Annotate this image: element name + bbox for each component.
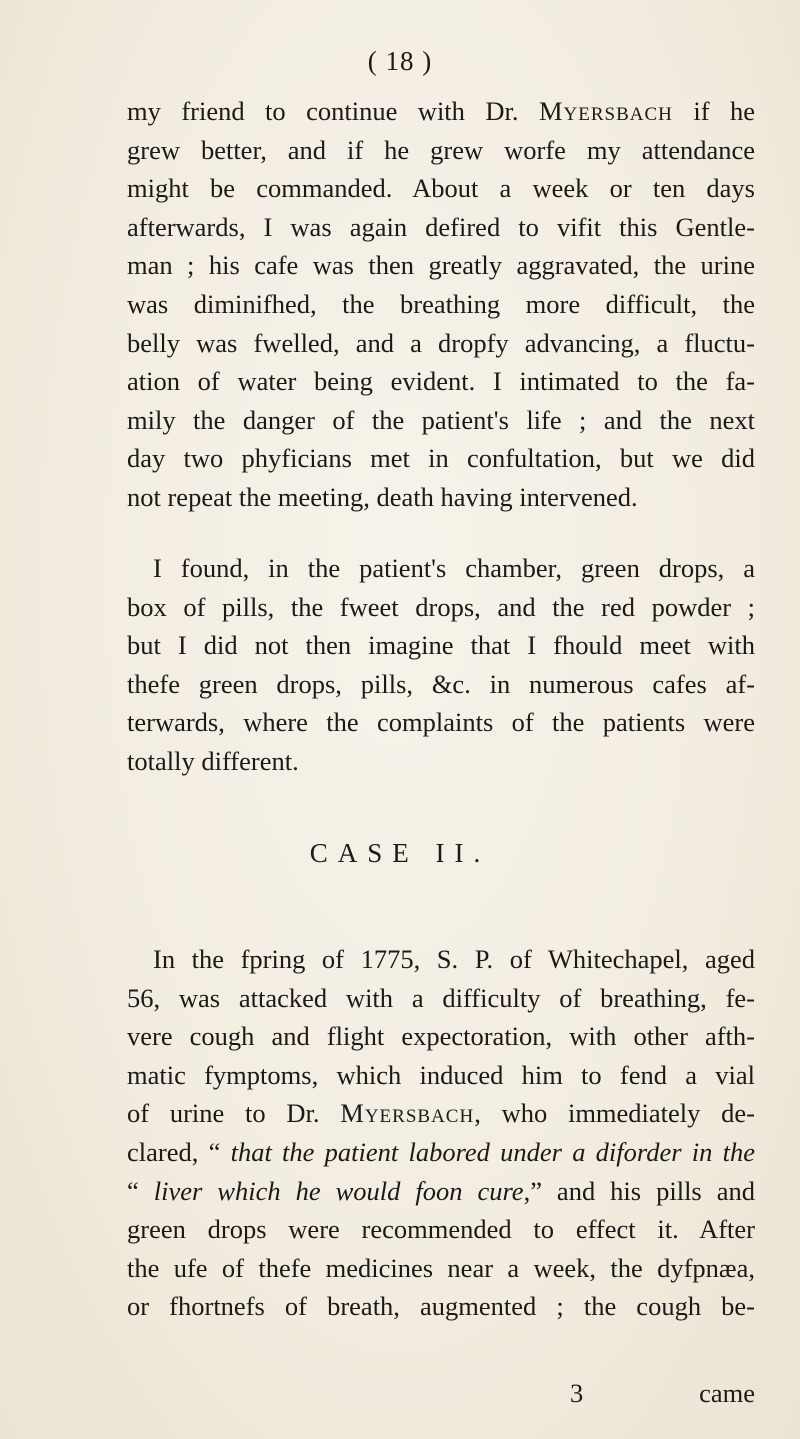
quotation: liver which he would foon cure bbox=[153, 1175, 524, 1206]
text-line: but I did not then imagine that I fhould meet with bbox=[127, 630, 755, 661]
paragraph-1 bbox=[127, 92, 755, 517]
text-line: box of pills, the fweet drops, and the red powder ; bbox=[127, 591, 755, 622]
text-line: mily the danger of the patient's life ; and the next bbox=[127, 404, 755, 435]
author-name: Myersbach bbox=[538, 96, 673, 126]
catchword: came bbox=[699, 1378, 755, 1408]
text-line: thefe green drops, pills, &c. in numerous cafes af- bbox=[127, 668, 755, 699]
page-number: ( 18 ) bbox=[367, 46, 433, 76]
text-line: terwards, where the complaints of the patients were bbox=[127, 707, 755, 738]
text-line: my friend to continue with Dr. Myersbach if he bbox=[127, 96, 755, 126]
quotation: that the patient labored under a diforder in the bbox=[230, 1136, 755, 1167]
text-line: vere cough and flight expectoration, with other afth- bbox=[127, 1021, 755, 1052]
text-line: grew better, and if he grew worfe my attendance bbox=[127, 134, 755, 165]
text-line: ation of water being evident. I intimated to the fa- bbox=[127, 366, 755, 397]
text-line: clared, “ that the patient labored under a diforder in the bbox=[127, 1136, 755, 1167]
text-line: not repeat the meeting, death having intervened. bbox=[127, 481, 638, 512]
text-line: 56, was attacked with a difficulty of breathing, fe- bbox=[127, 982, 755, 1013]
text-line: “ liver which he would foon cure,” and his pills and bbox=[127, 1175, 755, 1206]
text-line: totally different. bbox=[127, 745, 299, 776]
text-line: of urine to Dr. Myersbach, who immediately de- bbox=[127, 1098, 755, 1129]
text-line: the ufe of thefe medicines near a week, the dyfpnæa, bbox=[127, 1252, 755, 1283]
author-name: Myersbach bbox=[340, 1098, 475, 1129]
text-line: or fhortnefs of breath, augmented ; the cough be- bbox=[127, 1291, 755, 1322]
text-line: green drops were recommended to effect it. After bbox=[127, 1214, 755, 1245]
signature-mark: 3 bbox=[570, 1378, 584, 1408]
text-line: I found, in the patient's chamber, green drops, a bbox=[153, 553, 755, 583]
text-line: was diminifhed, the breathing more difficult, the bbox=[127, 288, 755, 319]
paragraph-2 bbox=[127, 549, 755, 781]
text-line: day two phyficians met in confultation, but we did bbox=[127, 443, 755, 474]
text-line: afterwards, I was again defired to vifit this Gentle- bbox=[127, 211, 755, 242]
text-line: In the fpring of 1775, S. P. of Whitechapel, aged bbox=[153, 944, 755, 974]
section-heading: CASE II. bbox=[309, 838, 491, 868]
text-line: belly was fwelled, and a dropfy advancing, a fluctu- bbox=[127, 327, 755, 358]
text-line: man ; his cafe was then greatly aggravated, the urine bbox=[127, 250, 755, 281]
paragraph-3 bbox=[127, 940, 755, 1326]
text-line: might be commanded. About a week or ten days bbox=[127, 173, 755, 204]
text-line: matic fymptoms, which induced him to fend a vial bbox=[127, 1059, 755, 1090]
